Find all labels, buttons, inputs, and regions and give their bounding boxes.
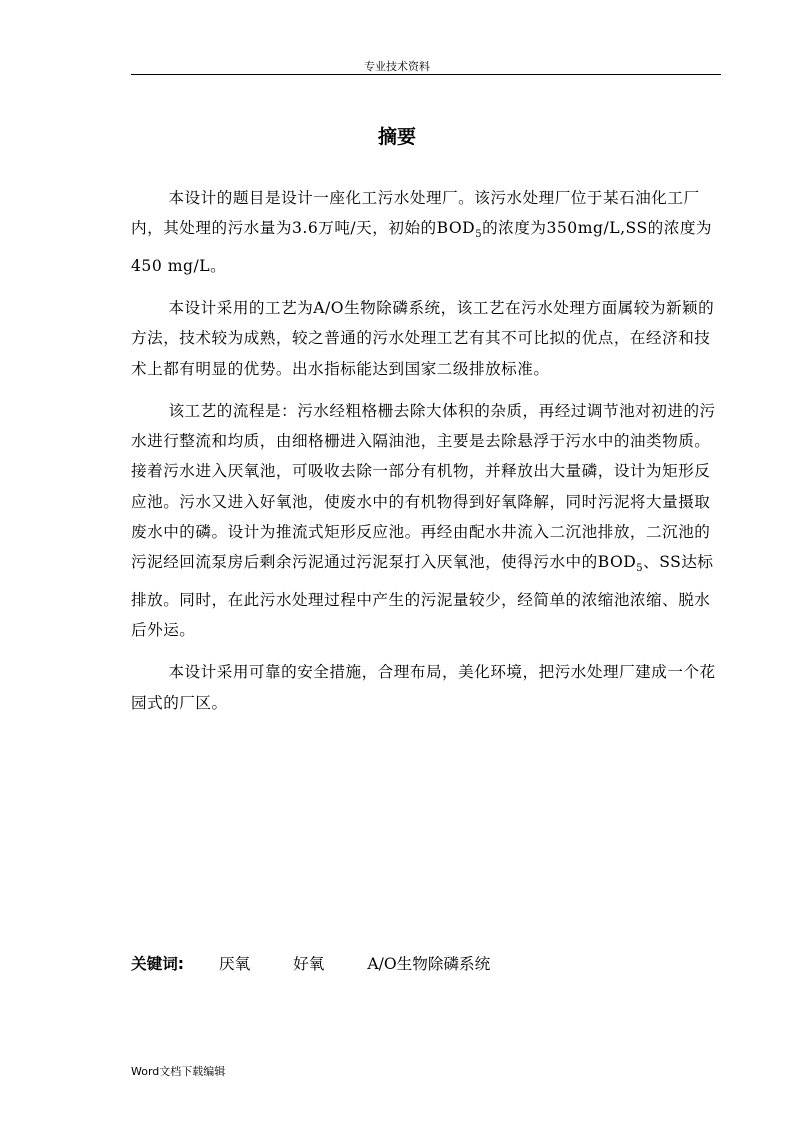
keywords-label: 关键词: — [131, 955, 185, 973]
abstract-title: 摘要 — [377, 126, 416, 148]
keyword-item: 厌氧 — [219, 955, 251, 973]
paragraph-1 — [131, 183, 721, 281]
page-footer: Word文档下载编辑 — [131, 1065, 226, 1078]
keyword-item: A/O生物除磷系统 — [367, 955, 491, 973]
abstract-body — [131, 183, 721, 730]
bod-subscript: 5 — [475, 229, 483, 241]
paragraph-3-text-b: 、SS达标排放。同时，在此污水处理过程中产生的污泥量较少，经简单的浓缩池浓缩、脱水后外运。 — [131, 553, 714, 640]
keywords-line — [131, 952, 721, 974]
header-divider — [131, 74, 721, 75]
bod-subscript: 5 — [636, 563, 644, 575]
paragraph-1-text-b: 的浓度为350mg/L,SS的浓度为450 mg/L。 — [131, 219, 713, 275]
paragraph-4: 本设计采用可靠的安全措施，合理布局，美化环境，把污水处理厂建成一个花园式的厂区。 — [131, 663, 716, 712]
keyword-item: 好氧 — [293, 955, 325, 973]
page-header: 专业技术资料 — [364, 60, 430, 73]
paragraph-1-text-a: 本设计的题目是设计一座化工污水处理厂。该污水处理厂位于某石油化工厂内，其处理的污水量为3.6万吨/天，初始的BOD — [131, 189, 700, 238]
paragraph-3 — [131, 396, 721, 645]
paragraph-2: 本设计采用的工艺为A/O生物除磷系统，该工艺在污水处理方面属较为新颖的方法，技术较为成熟，较之普通的污水处理工艺有其不可比拟的优点，在经济和技术上都有明显的优势。出水指标能达到国家二级排放标准。 — [131, 299, 715, 378]
paragraph-3-text-a: 该工艺的流程是：污水经粗格栅去除大体积的杂质，再经过调节池对初进的污水进行整流和均质，由细格栅进入隔油池，主要是去除悬浮于污水中的油类物质。接着污水进入厌氧池，可吸收去除一部分有机物，并释放出大量磷，设计为矩形反应池。污水又进入好氧池，使废水中的有机物得到好氧降解，同时污泥将大量摄取废水中的磷。设计为推流式矩形反应池。再经由配水井流入二沉池排放，二沉池的污泥经回流泵房后剩余污泥通过污泥泵打入厌氧池，使得污水中的BOD — [131, 401, 716, 572]
